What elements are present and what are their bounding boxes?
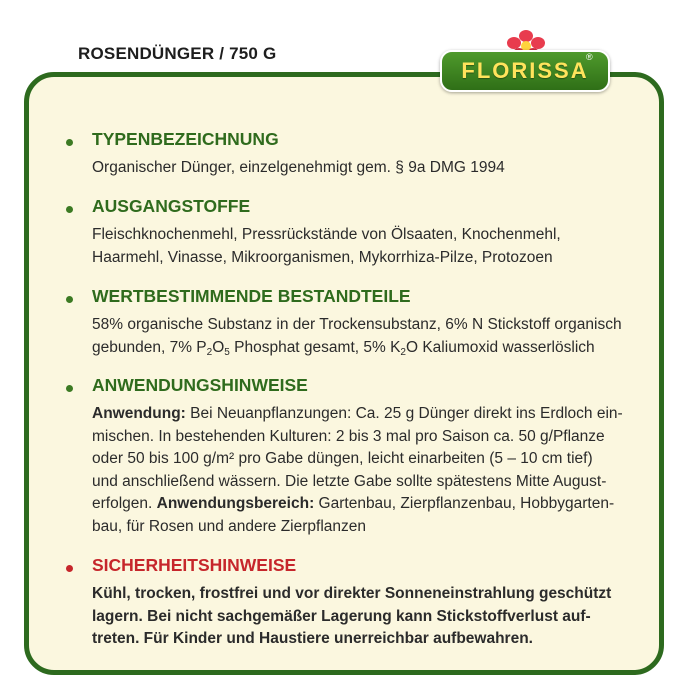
logo-badge: FLORISSA — [440, 50, 610, 92]
body-line: treten. Für Kinder und Haustiere unerreichbar aufbewahren. — [92, 630, 533, 647]
section-body — [92, 157, 637, 180]
section-heading: ANWENDUNGSHINWEISE — [92, 375, 308, 395]
inline-label: Anwendung: — [92, 405, 186, 422]
section-heading: AUSGANGSTOFFE — [92, 196, 251, 216]
body-line: Fleischknochenmehl, Pressrückstände von Ölsaaten, Knochenmehl, — [92, 226, 561, 243]
section-heading: TYPENBEZEICHNUNG — [92, 129, 279, 149]
body-line — [92, 337, 637, 360]
inline-label: Anwendungsbereich: — [156, 495, 315, 512]
text-fragment: Bei Neuanpflanzungen: Ca. 25 g Dünger direkt ins Erdloch ein- — [185, 405, 623, 422]
body-line: lagern. Bei nicht sachgemäßer Lagerung kann Stickstoffverlust auf- — [92, 607, 591, 625]
body-line — [92, 403, 637, 426]
body-line: Organischer Dünger, einzelgenehmigt gem. § 9a DMG 1994 — [92, 159, 505, 176]
text-fragment: gebunden, 7% P — [92, 338, 207, 356]
section-body — [92, 583, 637, 651]
bullet-icon — [66, 296, 73, 303]
body-line: oder 50 bis 100 g/m² pro Gabe düngen, leicht einarbeiten (5 – 10 cm tief) — [92, 450, 593, 467]
body-line: bau, für Rosen und andere Zierpflanzen — [92, 517, 367, 535]
section-heading: SICHERHEITSHINWEISE — [92, 555, 297, 575]
subscript: 5 — [224, 346, 230, 358]
bullet-icon — [66, 565, 73, 572]
bullet-icon — [66, 385, 73, 392]
body-line: und anschließend wässern. Die letzte Gabe sollte spätestens Mitte August- — [92, 472, 607, 490]
subscript: 2 — [206, 346, 213, 358]
section-heading: WERTBESTIMMENDE BESTANDTEILE — [92, 286, 411, 306]
product-title: ROSENDÜNGER / 750 G — [78, 44, 277, 63]
body-line: 58% organische Substanz in der Trockensubstanz, 6% N Stickstoff organisch — [92, 316, 622, 333]
body-line — [92, 493, 637, 516]
text-fragment: Phosphat gesamt, 5% K — [229, 338, 401, 356]
brand-logo — [440, 30, 610, 94]
body-line: Kühl, trocken, frostfrei und vor direkter Sonneneinstrahlung geschützt — [92, 585, 612, 602]
text-fragment: O — [212, 338, 225, 356]
section-body — [92, 403, 637, 538]
section-body — [92, 314, 637, 359]
section-body — [92, 224, 637, 269]
bullet-icon — [66, 206, 73, 213]
bullet-icon — [66, 139, 73, 146]
body-line: mischen. In bestehenden Kulturen: 2 bis 3 mal pro Saison ca. 50 g/Pflanze — [92, 427, 605, 445]
text-fragment: Gartenbau, Zierpflanzenbau, Hobbygarten- — [314, 495, 615, 512]
logo-registered-mark: ® — [586, 52, 593, 62]
text-fragment: erfolgen. — [92, 495, 157, 512]
body-line: Haarmehl, Vinasse, Mikroorganismen, Mykorrhiza-Pilze, Protozoen — [92, 248, 553, 266]
subscript: 2 — [400, 346, 406, 358]
text-fragment: O Kaliumoxid wasserlöslich — [405, 338, 595, 356]
